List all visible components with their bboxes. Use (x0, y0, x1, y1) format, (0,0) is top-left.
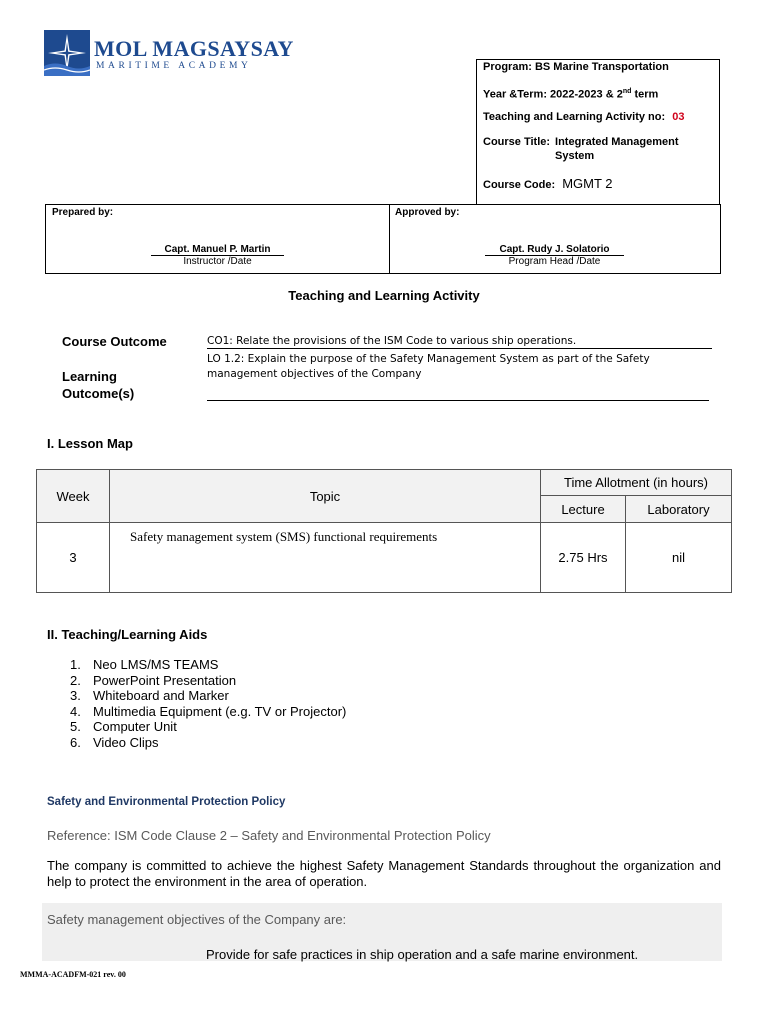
learning-outcome-label (62, 368, 134, 402)
list-item (70, 673, 346, 689)
topic-header: Topic (110, 470, 541, 523)
list-item (70, 657, 346, 673)
aids-heading: II. Teaching/Learning Aids (47, 627, 208, 642)
approved-by-cell (389, 205, 720, 273)
time-allotment-header: Time Allotment (in hours) (541, 470, 732, 496)
program-line: Program: BS Marine Transportation (483, 61, 669, 73)
list-item-text: Whiteboard and Marker (93, 688, 229, 703)
program-info-box (476, 59, 720, 204)
lecture-cell: 2.75 Hrs (541, 523, 626, 593)
list-item-number: 5. (70, 719, 81, 734)
learning-outcome-text: LO 1.2: Explain the purpose of the Safety Management System as part of the Safety management objectives of the Company (207, 352, 709, 401)
year-term-prefix: Year &Term: 2022-2023 & 2 (483, 88, 623, 101)
year-term-sup: nd (622, 88, 632, 95)
approved-by-name-text: Capt. Rudy J. Solatorio (485, 244, 623, 256)
form-code-footer: MMMA-ACADFM-021 rev. 00 (20, 970, 126, 979)
activity-no-line (483, 110, 713, 124)
learning-outcome-label-line2: Outcome(s) (62, 386, 135, 401)
lesson-map-table (36, 469, 732, 593)
course-code-label: Course Code: (483, 179, 556, 191)
week-header: Week (37, 470, 110, 523)
prepared-by-name-text: Capt. Manuel P. Martin (151, 244, 285, 256)
list-item-text: Neo LMS/MS TEAMS (93, 657, 219, 672)
course-outcome-text: CO1: Relate the provisions of the ISM Code to various ship operations. (207, 335, 712, 349)
list-item-text: Video Clips (93, 734, 159, 750)
list-item (70, 704, 346, 720)
prepared-by-cell (46, 205, 390, 273)
list-item-number: 3. (70, 688, 81, 703)
objective-item: Provide for safe practices in ship operation and a safe marine environment. (206, 947, 639, 962)
list-item-number: 6. (70, 734, 81, 750)
learning-outcome-label-line1: Learning (62, 369, 117, 384)
list-item-text: Multimedia Equipment (e.g. TV or Projector) (93, 703, 347, 719)
list-item-text: PowerPoint Presentation (93, 672, 237, 688)
activity-no-value: 03 (672, 111, 685, 123)
course-title-value: Integrated Management System (555, 136, 679, 162)
laboratory-cell: nil (626, 523, 732, 593)
list-item-number: 1. (70, 657, 81, 672)
mma-logo (44, 30, 294, 78)
prepared-by-label: Prepared by: (52, 207, 114, 218)
course-code-line (483, 177, 713, 192)
policy-paragraph: The company is committed to achieve the highest Safety Management Standards throughout the organization and help to protect the environment in the area of operation. (47, 858, 721, 889)
list-item-number: 4. (70, 703, 81, 719)
signature-box (45, 204, 721, 274)
course-title-line (483, 135, 713, 163)
course-title-label: Course Title: (483, 136, 551, 148)
list-item (70, 735, 346, 751)
activity-no-label: Teaching and Learning Activity no: (483, 111, 666, 123)
aids-list (70, 657, 346, 750)
topic-cell: Safety management system (SMS) functional requirements (110, 523, 541, 593)
course-outcome-label: Course Outcome (62, 334, 167, 349)
approved-by-role: Program Head /Date (508, 256, 601, 267)
lesson-map-heading: I. Lesson Map (47, 436, 133, 451)
laboratory-header: Laboratory (626, 496, 732, 523)
document-title: Teaching and Learning Activity (288, 288, 480, 303)
star-compass-icon (44, 30, 90, 76)
list-item (70, 688, 346, 704)
approved-by-label: Approved by: (395, 207, 460, 218)
lecture-header: Lecture (541, 496, 626, 523)
week-cell: 3 (37, 523, 110, 593)
course-code-value: MGMT 2 (562, 176, 613, 191)
prepared-by-role: Instructor /Date (183, 256, 252, 267)
objectives-heading: Safety management objectives of the Company are: (47, 912, 347, 927)
policy-heading: Safety and Environmental Protection Policy (47, 796, 286, 808)
year-term-line (483, 85, 713, 102)
list-item-number: 2. (70, 672, 81, 688)
logo-name: MOL MAGSAYSAY (94, 36, 294, 61)
list-item (70, 719, 346, 735)
prepared-by-name (46, 244, 389, 255)
table-row (37, 523, 732, 593)
list-item-text: Computer Unit (93, 719, 177, 734)
objectives-block (42, 903, 722, 961)
approved-by-name (389, 244, 720, 255)
policy-reference: Reference: ISM Code Clause 2 – Safety and Environmental Protection Policy (47, 828, 491, 843)
logo-subtitle: MARITIME ACADEMY (96, 61, 252, 71)
year-term-suffix: term (631, 88, 659, 101)
